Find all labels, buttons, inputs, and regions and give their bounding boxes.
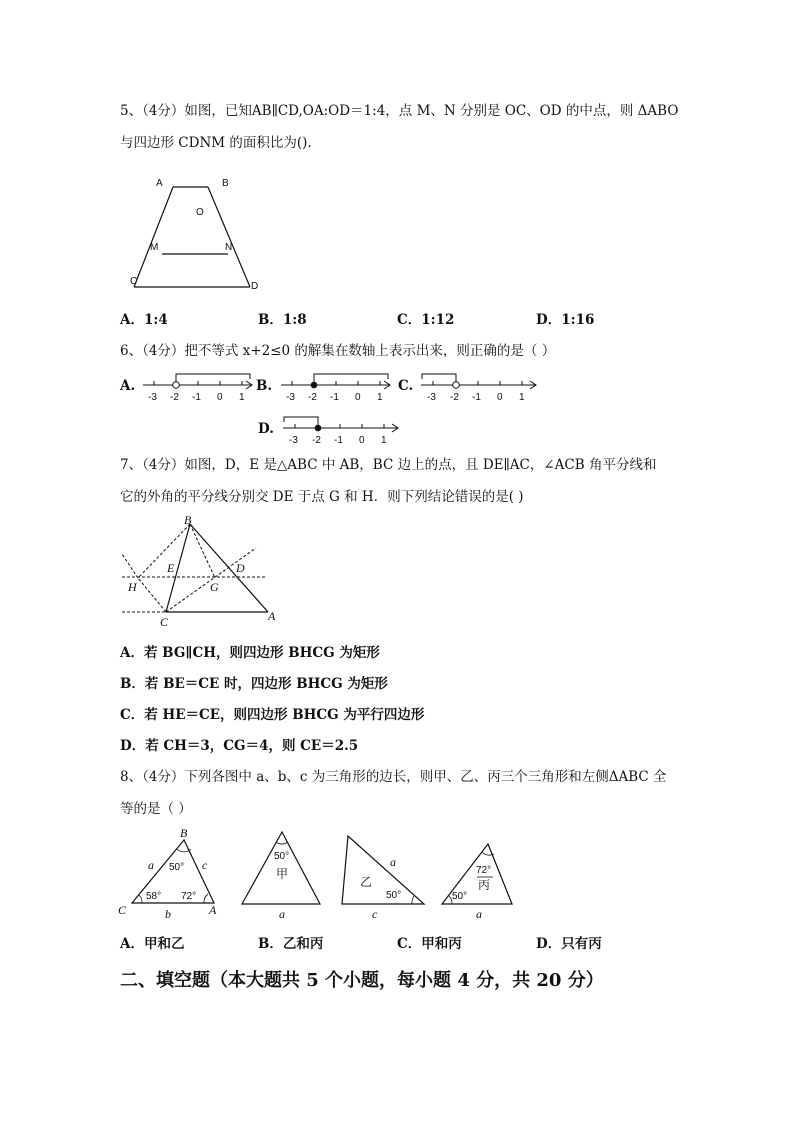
q8-yi-shape <box>342 836 424 904</box>
q7-label-H: H <box>128 580 137 594</box>
q5-label-M: M <box>150 242 159 253</box>
q6-a-tick: -3 <box>148 392 157 403</box>
q5-figure <box>120 170 270 295</box>
q8-bing-name: 丙 <box>478 878 491 892</box>
q8-yi-angle: 50° <box>386 890 402 901</box>
q6-b-tick: 0 <box>355 392 361 403</box>
q7-option-d[interactable]: D．若 CH＝3，CG＝4，则 CE＝2.5 <box>120 738 359 754</box>
q8-yi-side-a: a <box>390 855 396 869</box>
q6-c-tick: -1 <box>472 392 481 403</box>
q8-main-label-B: B <box>180 826 188 840</box>
q6-a-tick: -2 <box>170 392 179 403</box>
q6-c-tick: 0 <box>497 392 503 403</box>
q8-yi-side-c: c <box>372 907 378 921</box>
q8-main-side-c: c <box>202 858 208 872</box>
q8-bing-side: a <box>476 907 482 921</box>
q5-label-B: B <box>222 178 229 189</box>
q6-a-range <box>176 374 250 381</box>
q6-c-tick: 1 <box>519 392 525 403</box>
q7-label-G: G <box>210 580 219 594</box>
q8-triangle-jia[interactable] <box>234 826 330 922</box>
q6-b-closed-point <box>311 382 318 389</box>
q6-d-range <box>284 417 318 424</box>
q8-jia-name: 甲 <box>276 867 289 881</box>
q5-option-a[interactable]: A．1:4 <box>120 312 168 328</box>
q7-seg-CH <box>138 578 166 612</box>
q6-d-tick: 0 <box>359 435 365 446</box>
q6-numberline-d[interactable] <box>280 411 404 447</box>
q6-d-tick: 1 <box>381 435 387 446</box>
q5-label-C: C <box>130 276 138 287</box>
q5-label-N: N <box>225 242 233 253</box>
q6-b-tick: -3 <box>286 392 295 403</box>
q8-jia-angle: 50° <box>274 851 290 862</box>
q7-option-a[interactable]: A．若 BG∥CH，则四边形 BHCG 为矩形 <box>120 645 380 661</box>
q8-bing-angle-top: 72° <box>476 865 492 876</box>
q6-numberline-a[interactable] <box>140 368 256 404</box>
q8-option-d[interactable]: D．只有丙 <box>536 936 602 952</box>
q6-a-tick: 0 <box>217 392 223 403</box>
q6-b-tick: -1 <box>330 392 339 403</box>
q6-d-closed-point <box>315 425 322 432</box>
q6-a-open-point <box>173 382 180 389</box>
q7-stem-line2: 它的外角的平分线分别交 DE 于点 G 和 H．则下列结论错误的是( ) <box>120 489 524 505</box>
q8-option-a[interactable]: A．甲和乙 <box>120 936 185 952</box>
q8-main-angle-C: 58° <box>146 891 162 902</box>
q8-main-label-A: A <box>209 903 217 917</box>
q5-label-D: D <box>251 281 259 292</box>
q6-option-d-letter[interactable]: D. <box>258 421 274 437</box>
q6-d-tick: -1 <box>334 435 343 446</box>
q6-b-tick: -2 <box>308 392 317 403</box>
q7-figure <box>118 514 278 630</box>
q8-main-triangle <box>116 824 226 924</box>
section-heading-fill-in: 二、填空题（本大题共 5 个小题，每小题 4 分，共 20 分） <box>120 970 604 991</box>
q8-option-b[interactable]: B．乙和丙 <box>258 936 324 952</box>
q5-stem-line2: 与四边形 CDNM 的面积比为(). <box>120 135 312 151</box>
q6-b-tick: 1 <box>377 392 383 403</box>
q6-c-range <box>422 374 456 381</box>
q7-label-D: D <box>236 561 245 575</box>
q6-d-tick: -3 <box>289 435 298 446</box>
q7-ext-H <box>122 554 138 578</box>
q6-numberline-c[interactable] <box>418 368 542 404</box>
q8-yi-name: 乙 <box>360 875 373 889</box>
q7-seg-BA <box>190 524 268 612</box>
q6-option-b-letter[interactable]: B. <box>256 378 273 394</box>
q8-main-label-C: C <box>118 903 127 917</box>
q8-stem-line2: 等的是（ ） <box>120 801 192 817</box>
q6-a-tick: 1 <box>239 392 245 403</box>
q6-option-a-letter[interactable]: A. <box>120 378 136 394</box>
q8-main-side-a: a <box>148 858 154 872</box>
q6-c-open-point <box>453 382 460 389</box>
q6-d-tick: -2 <box>312 435 321 446</box>
q7-label-A: A <box>268 609 276 623</box>
q6-stem: 6、（4分）把不等式 x+2≤0 的解集在数轴上表示出来，则正确的是（ ） <box>120 343 556 359</box>
q5-option-c[interactable]: C．1:12 <box>397 312 455 328</box>
q8-triangle-yi[interactable] <box>336 826 430 922</box>
q8-main-angle-A: 72° <box>181 891 197 902</box>
q6-option-c-letter[interactable]: C. <box>398 378 414 394</box>
q8-bing-angle-left: 50° <box>452 891 468 902</box>
q5-label-O: O <box>196 207 204 218</box>
q7-label-E: E <box>167 561 175 575</box>
q7-label-B: B <box>184 514 192 527</box>
q6-numberline-b[interactable] <box>278 368 394 404</box>
q6-a-tick: -1 <box>192 392 201 403</box>
q8-stem-line1: 8、（4分）下列各图中 a、b、c 为三角形的边长，则甲、乙、丙三个三角形和左侧ΔABC 全 <box>120 769 667 785</box>
q5-label-A: A <box>156 178 163 189</box>
q5-option-d[interactable]: D．1:16 <box>536 312 595 328</box>
q8-option-c[interactable]: C．甲和丙 <box>397 936 462 952</box>
q7-label-C: C <box>160 615 169 629</box>
q8-main-side-b: b <box>165 907 171 921</box>
q8-triangle-bing[interactable] <box>436 826 520 922</box>
q5-stem-line1: 5、（4分）如图，已知AB∥CD,OA:OD＝1:4，点 M、N 分别是 OC、OD 的中点，则 ΔABO <box>120 103 679 119</box>
q7-option-b[interactable]: B．若 BE＝CE 时，四边形 BHCG 为矩形 <box>120 676 388 692</box>
q7-option-c[interactable]: C．若 HE＝CE，则四边形 BHCG 为平行四边形 <box>120 707 425 723</box>
q7-stem-line1: 7、（4分）如图，D，E 是△ABC 中 AB，BC 边上的点，且 DE∥AC，∠ACB 角平分线和 <box>120 457 657 473</box>
q5-seg-AC <box>134 187 173 287</box>
q6-c-tick: -2 <box>450 392 459 403</box>
q5-seg-BD <box>208 187 250 287</box>
q6-b-range <box>314 374 388 381</box>
q8-jia-side: a <box>279 907 285 921</box>
q7-seg-BG <box>190 524 215 578</box>
q6-c-tick: -3 <box>427 392 436 403</box>
q8-main-angle-B: 50° <box>169 862 185 873</box>
q5-option-b[interactable]: B．1:8 <box>258 312 307 328</box>
